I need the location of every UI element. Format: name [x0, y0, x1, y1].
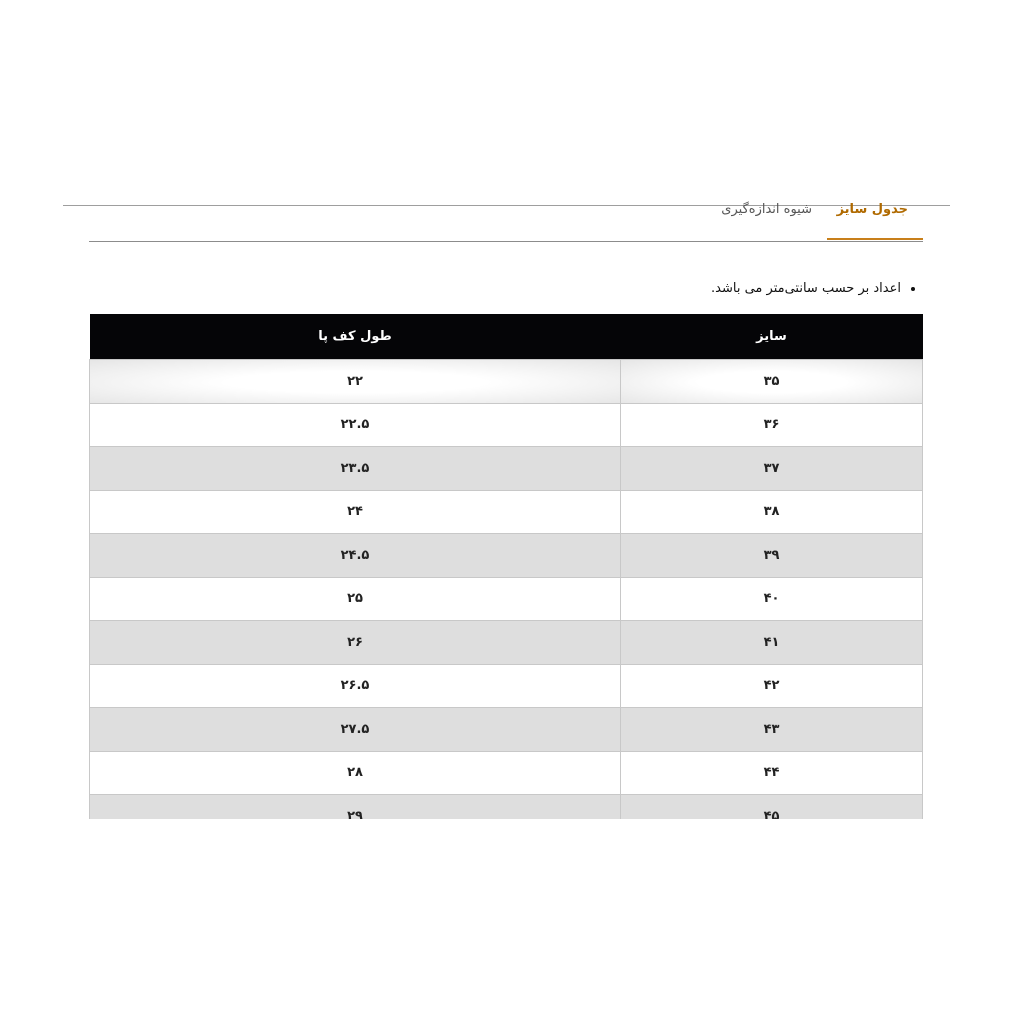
table-row	[90, 403, 923, 447]
foot-length-cell: ۲۲	[90, 360, 621, 404]
size-table-container[interactable]	[89, 314, 923, 819]
table-row	[90, 490, 923, 534]
header-foot-length: طول کف پا	[90, 314, 621, 360]
foot-length-cell: ۲۴.۵	[90, 534, 621, 578]
table-row	[90, 664, 923, 708]
foot-length-cell: ۲۴	[90, 490, 621, 534]
units-note: • اعداد بر حسب سانتی‌متر می باشد.	[711, 279, 901, 299]
size-cell: ۴۱	[621, 621, 923, 665]
size-cell: ۴۰	[621, 577, 923, 621]
foot-length-cell: ۲۸	[90, 751, 621, 795]
size-cell: ۳۷	[621, 447, 923, 491]
size-cell: ۳۹	[621, 534, 923, 578]
size-cell: ۳۸	[621, 490, 923, 534]
table-row	[90, 795, 923, 820]
tab-measurement-method[interactable]: شیوه اندازه‌گیری	[721, 202, 812, 217]
table-row	[90, 360, 923, 404]
foot-length-cell: ۲۶.۵	[90, 664, 621, 708]
table-row	[90, 751, 923, 795]
foot-length-cell: ۲۷.۵	[90, 708, 621, 752]
foot-length-cell: ۲۲.۵	[90, 403, 621, 447]
size-cell: ۴۳	[621, 708, 923, 752]
size-cell: ۳۵	[621, 360, 923, 404]
foot-length-cell: ۲۶	[90, 621, 621, 665]
table-row	[90, 621, 923, 665]
note-list	[711, 279, 923, 299]
foot-length-cell: ۲۵	[90, 577, 621, 621]
size-cell: ۳۶	[621, 403, 923, 447]
table-body	[90, 360, 923, 820]
tab-bar	[89, 196, 923, 242]
header-size: سایز	[621, 314, 923, 360]
size-cell: ۴۲	[621, 664, 923, 708]
tab-size-chart[interactable]: جدول سایز	[827, 196, 923, 240]
table-header-row	[90, 314, 923, 360]
size-table	[89, 314, 923, 819]
size-cell: ۴۵	[621, 795, 923, 820]
size-cell: ۴۴	[621, 751, 923, 795]
foot-length-cell: ۲۳.۵	[90, 447, 621, 491]
foot-length-cell: ۲۹	[90, 795, 621, 820]
table-row	[90, 577, 923, 621]
table-row	[90, 534, 923, 578]
table-row	[90, 708, 923, 752]
table-row	[90, 447, 923, 491]
